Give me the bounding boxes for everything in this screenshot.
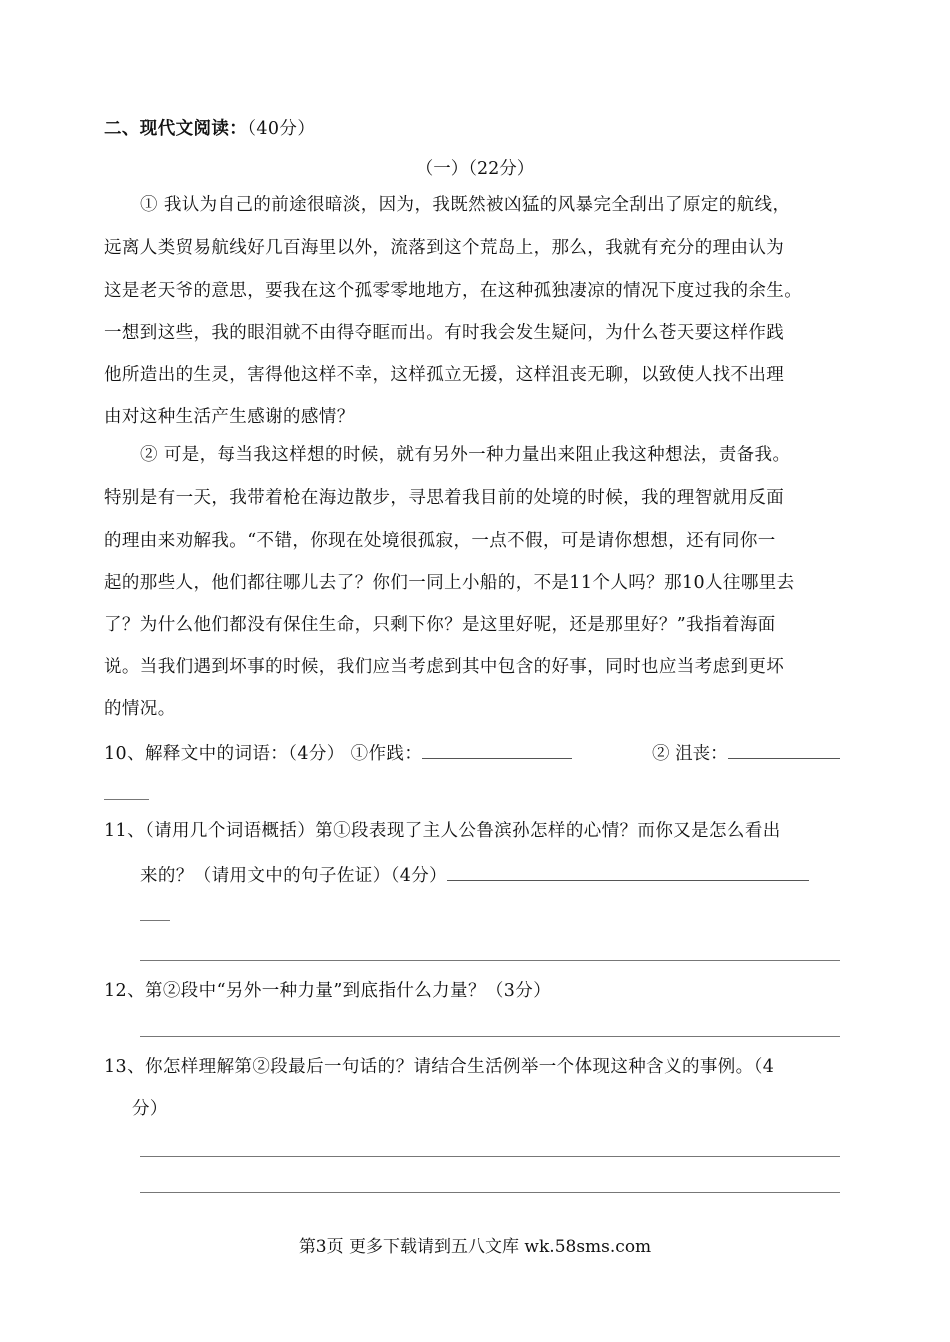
answer-line-13-1[interactable] (140, 1156, 840, 1157)
question-11-line2 (140, 862, 809, 887)
passage-line: 的情况。 (104, 699, 176, 719)
passage-line: 他所造出的生灵，害得他这样不幸，这样孤立无援，这样沮丧无聊，以致使人找不出理 (104, 365, 785, 385)
question-10-text: 10、解释文中的词语：（4分） ①作践： (104, 744, 423, 764)
passage-line: 说。当我们遇到坏事的时候，我们应当考虑到其中包含的好事，同时也应当考虑到更坏 (104, 657, 785, 677)
section-heading (104, 118, 315, 140)
question-11-line2-text: 来的？（请用文中的句子佐证）（4分） (140, 866, 448, 886)
answer-line-13-2[interactable] (140, 1192, 840, 1193)
passage-line: 由对这种生活产生感谢的感情？ (104, 407, 355, 427)
passage-line: ① 我认为自己的前途很暗淡，因为，我既然被凶猛的风暴完全刮出了原定的航线， (140, 195, 791, 215)
question-10-item2-label: ② 沮丧： (652, 744, 728, 764)
section-title: 二、现代文阅读： (104, 119, 248, 139)
passage-line: 了？为什么他们都没有保住生命，只剩下你？是这里好呢，还是那里好？”我指着海面 (104, 615, 776, 635)
passage-line: 的理由来劝解我。“不错，你现在处境很孤寂，一点不假，可是请你想想，还有同你一 (104, 531, 776, 551)
part-title: （一）（22分） (415, 159, 535, 179)
answer-blank-10-1[interactable] (422, 740, 572, 759)
question-11-line1: 11、（请用几个词语概括）第①段表现了主人公鲁滨孙怎样的心情？而你又是怎么看出 (104, 821, 781, 841)
passage-line: ② 可是，每当我这样想的时候，就有另外一种力量出来阻止我这种想法，责备我。 (140, 445, 791, 465)
question-13-line2: 分） (132, 1099, 168, 1119)
page-footer: 第3页 更多下载请到五八文库 wk.58sms.com (298, 1237, 652, 1257)
passage-line: 远离人类贸易航线好几百海里以外，流落到这个荒岛上，那么，我就有充分的理由认为 (104, 238, 785, 258)
passage-line: 一想到这些，我的眼泪就不由得夺眶而出。有时我会发生疑问，为什么苍天要这样作践 (104, 323, 785, 343)
answer-blank-10-2[interactable] (728, 740, 840, 759)
passage-line: 这是老天爷的意思，要我在这个孤零零地地方，在这种孤独凄凉的情况下度过我的余生。 (104, 281, 803, 301)
question-12: 12、第②段中“另外一种力量”到底指什么力量？（3分） (104, 981, 552, 1001)
passage-line: 起的那些人，他们都往哪儿去了？你们一同上小船的，不是11个人吗？那10人往哪里去 (104, 573, 795, 593)
answer-line-12[interactable] (140, 1036, 840, 1037)
answer-blank-11-cont[interactable] (140, 920, 170, 921)
passage-line: 特别是有一天，我带着枪在海边散步，寻思着我目前的处境的时候，我的理智就用反面 (104, 488, 785, 508)
answer-blank-10-2-cont[interactable] (104, 799, 149, 800)
question-10 (104, 740, 572, 765)
answer-line-11[interactable] (140, 960, 840, 961)
answer-blank-11[interactable] (447, 862, 809, 881)
question-13-line1: 13、你怎样理解第②段最后一句话的？请结合生活例举一个体现这种含义的事例。（4 (104, 1057, 775, 1077)
question-10-item2 (652, 740, 840, 765)
section-score: （40分） (247, 119, 316, 139)
